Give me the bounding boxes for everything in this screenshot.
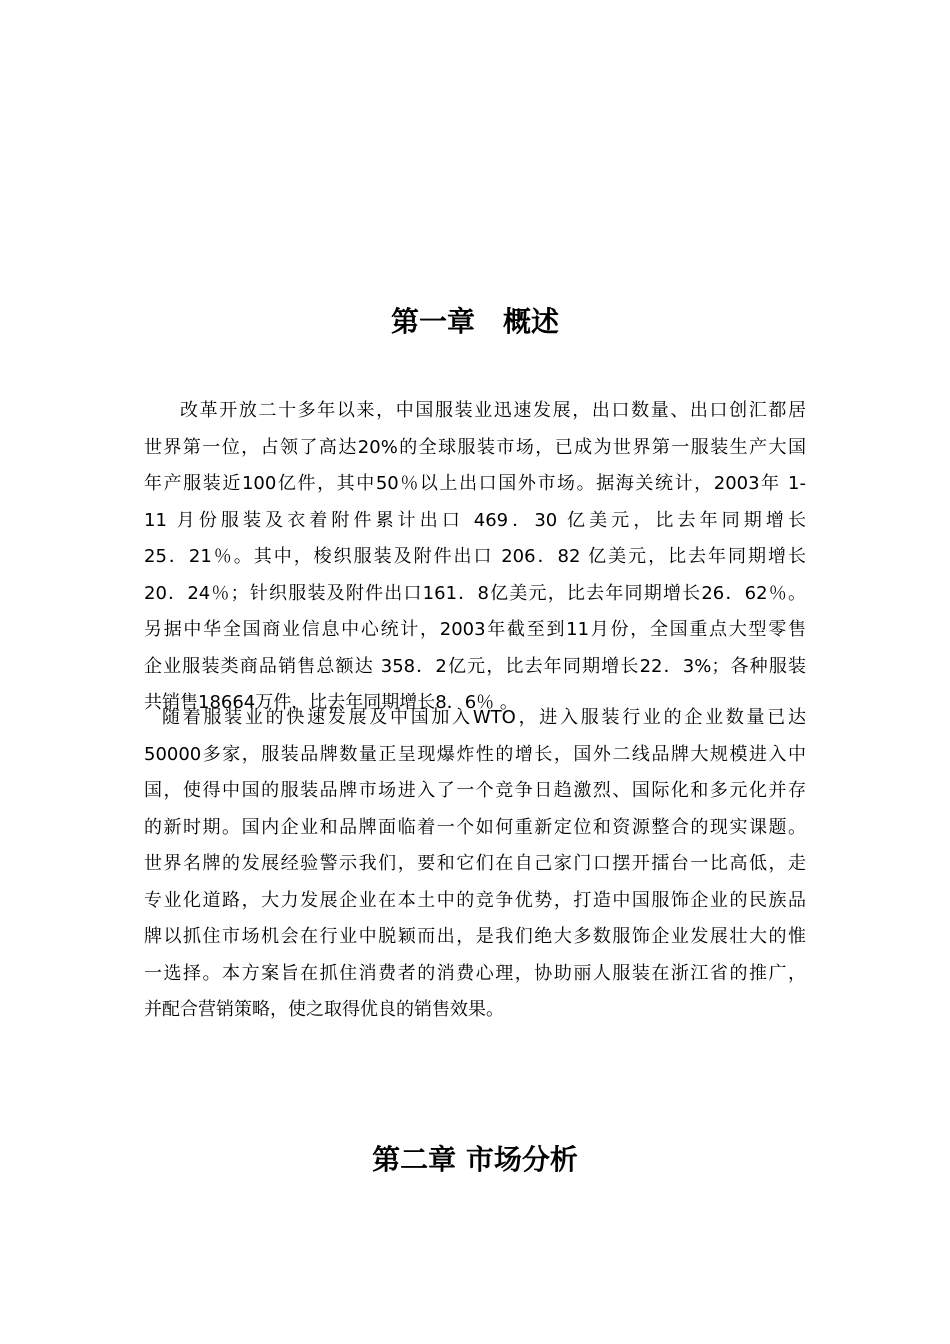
paragraph-line: 牌以抓住市场机会在行业中脱颖而出，是我们绝大多数服饰企业发展壮大的惟 — [144, 926, 806, 947]
paragraph-line: 改革开放二十多年以来，中国服装业迅速发展，出口数量、出口创汇都居 — [180, 400, 806, 421]
paragraph-line: 的新时期。国内企业和品牌面临着一个如何重新定位和资源整合的现实课题。 — [144, 816, 806, 838]
paragraph-line: 国，使得中国的服装品牌市场进入了一个竞争日趋激烈、国际化和多元化并存 — [144, 780, 806, 801]
paragraph-line: 世界名牌的发展经验警示我们，要和它们在自己家门口摆开擂台一比高低，走 — [144, 853, 806, 874]
chapter-1-title: 第一章 概述 — [390, 305, 559, 338]
paragraph-line: 并配合营销策略，使之取得优良的销售效果。 — [144, 999, 504, 1020]
paragraph-line: 20．24％；针织服装及附件出口161．8亿美元，比去年同期增长26．62％。 — [144, 582, 806, 604]
paragraph-line: 随着服装业的快速发展及中国加入WTO，进入服装行业的企业数量已达 — [162, 707, 806, 728]
paragraph-line: 另据中华全国商业信息中心统计，2003年截至到11月份，全国重点大型零售 — [144, 619, 806, 640]
paragraph-line: 企业服装类商品销售总额达 358．2亿元，比去年同期增长22．3%；各种服装 — [144, 655, 806, 677]
paragraph-line: 11 月份服装及衣着附件累计出口 469．30 亿美元，比去年同期增长 — [144, 509, 806, 531]
paragraph-line: 年产服装近100亿件，其中50％以上出口国外市场。据海关统计，2003年 1- — [144, 473, 806, 494]
overview-paragraph-1 — [144, 393, 806, 722]
paragraph-line: 25．21％。其中，梭织服装及附件出口 206．82 亿美元，比去年同期增长 — [144, 546, 806, 567]
overview-paragraph-2 — [144, 700, 806, 1029]
paragraph-line: 专业化道路，大力发展企业在本土中的竞争优势，打造中国服饰企业的民族品 — [144, 889, 806, 911]
paragraph-line: 共销售18664万件，比去年同期增长8．6％ 。 — [144, 692, 518, 713]
paragraph-line: 50000多家，服装品牌数量正呈现爆炸性的增长，国外二线品牌大规模进入中 — [144, 743, 806, 765]
paragraph-line: 世界第一位，占领了高达20%的全球服装市场，已成为世界第一服装生产大国 — [144, 436, 806, 458]
paragraph-line: 一选择。本方案旨在抓住消费者的消费心理，协助丽人服装在浙江省的推广， — [144, 962, 806, 984]
chapter-2-title: 第二章 市场分析 — [372, 1143, 578, 1176]
